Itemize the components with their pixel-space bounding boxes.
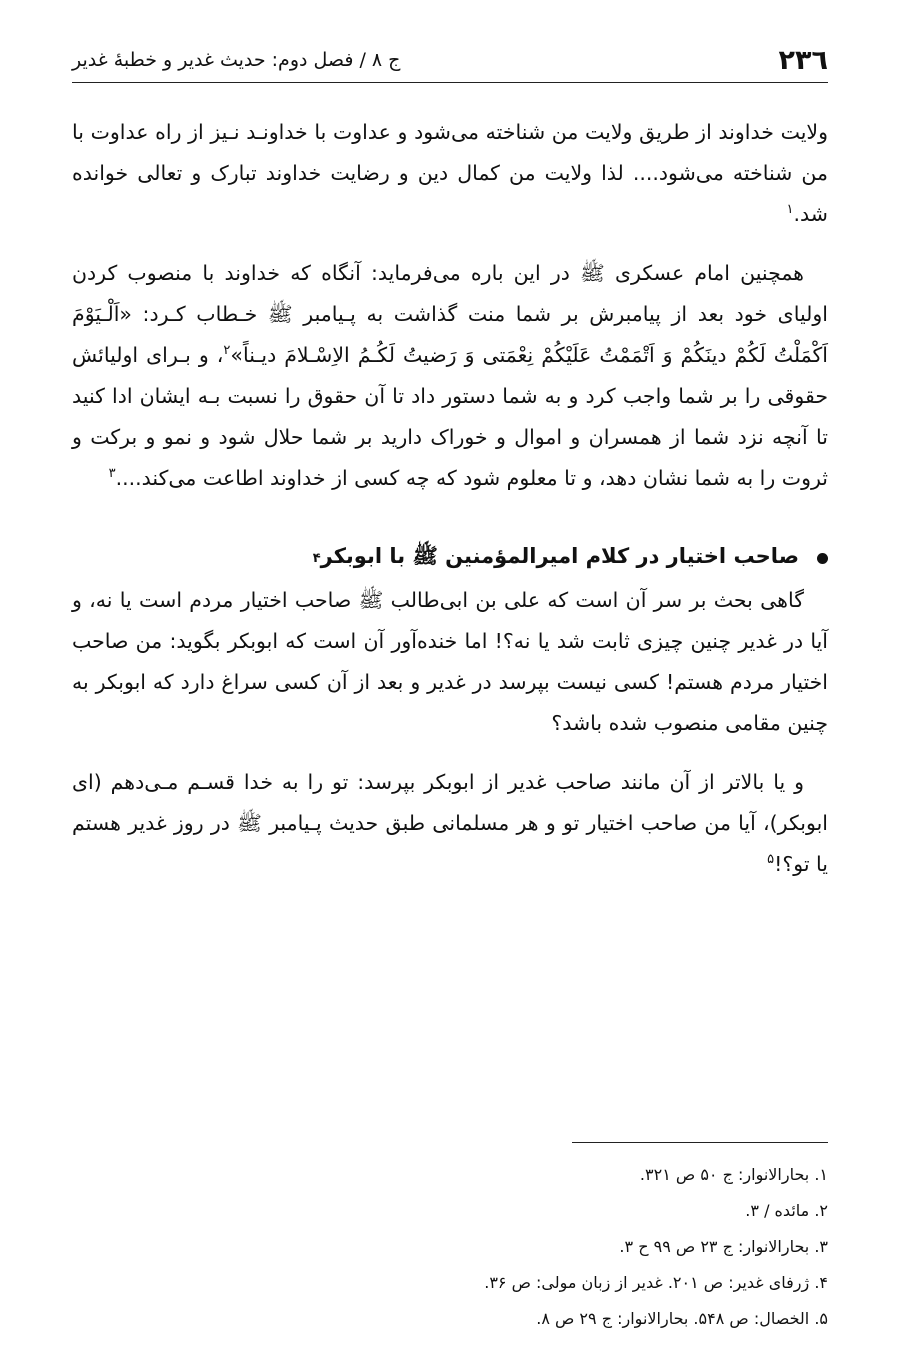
footnote-item: ۲. مائده / ۳. xyxy=(745,1201,828,1220)
footnote-ref-2[interactable]: ۲ xyxy=(223,343,231,359)
page-number: ۲۳٦ xyxy=(778,44,828,76)
main-text xyxy=(72,112,828,903)
paragraph-2-text-b: ، و بـرای اولیائش حقوقی را بر شما واجب کرد و به شما دستور داد تا آن حقوق را نسبت بـه ایشان ادا کنید تا آنچه نزد شما از همسران و اموال و خوراک دارید بر شما حلال شود و نمو و برکت و ثروت را به شما نشان دهد، و تا معلوم شود که چه کسی از خداوند اطاعت می‌کند.... xyxy=(72,343,828,490)
paragraph-2 xyxy=(72,253,828,499)
footnote-item: ۵. الخصال: ص ۵۴۸. بحارالانوار: ج ۲۹ ص ۸. xyxy=(536,1309,828,1328)
paragraph-3 xyxy=(72,580,828,744)
footnote-ref-3[interactable]: ۳ xyxy=(108,466,116,482)
paragraph-3-text: گاهی بحث بر سر آن است که علی بن ابی‌طالب ﷺ صاحب اختیار مردم است یا نه، و آیا در غدیر چنین چیزی ثابت شد یا نه؟! اما خنده‌آور آن است که ابوبکر بگوید: من صاحب اختیار مردم هستم! کسی نیست بپرسد در غدیر و بعد از آن کسی سراغ دارد که ابوبکر به چنین مقامی منصوب شده باشد؟ xyxy=(72,588,828,735)
footnote-ref-1[interactable]: ۱ xyxy=(786,202,794,218)
section-heading: صاحب اختیار در کلام امیرالمؤمنین ﷺ با ابوبکر ۴ xyxy=(72,543,828,574)
footnote-ref-5[interactable]: ۵ xyxy=(767,852,775,868)
footnote-item: ۳. بحارالانوار: ج ۲۳ ص ۹۹ ح ۳. xyxy=(619,1237,828,1256)
footnote-item: ۱. بحارالانوار: ج ۵۰ ص ۳۲۱. xyxy=(639,1165,828,1184)
chapter-title: ج ۸ / فصل دوم: حدیث غدیر و خطبهٔ غدیر xyxy=(72,49,401,71)
bullet-icon xyxy=(817,553,828,564)
paragraph-2-text-a: همچنین امام عسکری ﷺ در این باره می‌فرماید: آنگاه که خداوند با منصوب کردن اولیای خود بعد از پیامبرش بر شما منت گذاشت به پـیامبر ﷺ خـطاب کـرد: «اَلْـیَوْمَ اَکْمَلْتُ لَکُمْ دینَکُمْ وَ اَتْمَمْتُ عَلَیْکُمْ نِعْمَتی وَ رَضیتُ لَکُـمُ الاِسْـلامَ دیـناً» xyxy=(72,261,828,367)
paragraph-1-text: ولایت خداوند از طریق ولایت من شناخته می‌شود و عداوت با خداونـد نـیز از راه عداوت با من شناخته می‌شود.... لذا ولایت من کمال دین و رضایت خداوند تبارک و تعالی خوانده شد. xyxy=(72,120,828,226)
section-heading-text: صاحب اختیار در کلام امیرالمؤمنین ﷺ با ابوبکر xyxy=(320,544,799,568)
paragraph-1 xyxy=(72,112,828,235)
footnote-divider xyxy=(572,1142,828,1143)
footnote-item: ۴. ژرفای غدیر: ص ۲۰۱. غدیر از زبان مولی: ص ۳۶. xyxy=(484,1273,828,1292)
paragraph-4 xyxy=(72,762,828,885)
running-header xyxy=(72,38,828,83)
footnotes xyxy=(72,1128,828,1337)
paragraph-4-text: و یا بالاتر از آن مانند صاحب غدیر از ابوبکر بپرسد: تو را به خدا قسـم مـی‌دهم (ای ابوبکر)، آیا من صاحب اختیار تو و هر مسلمانی طبق حدیث پـیامبر ﷺ در روز غدیر هستم یا تو؟! xyxy=(72,770,828,876)
